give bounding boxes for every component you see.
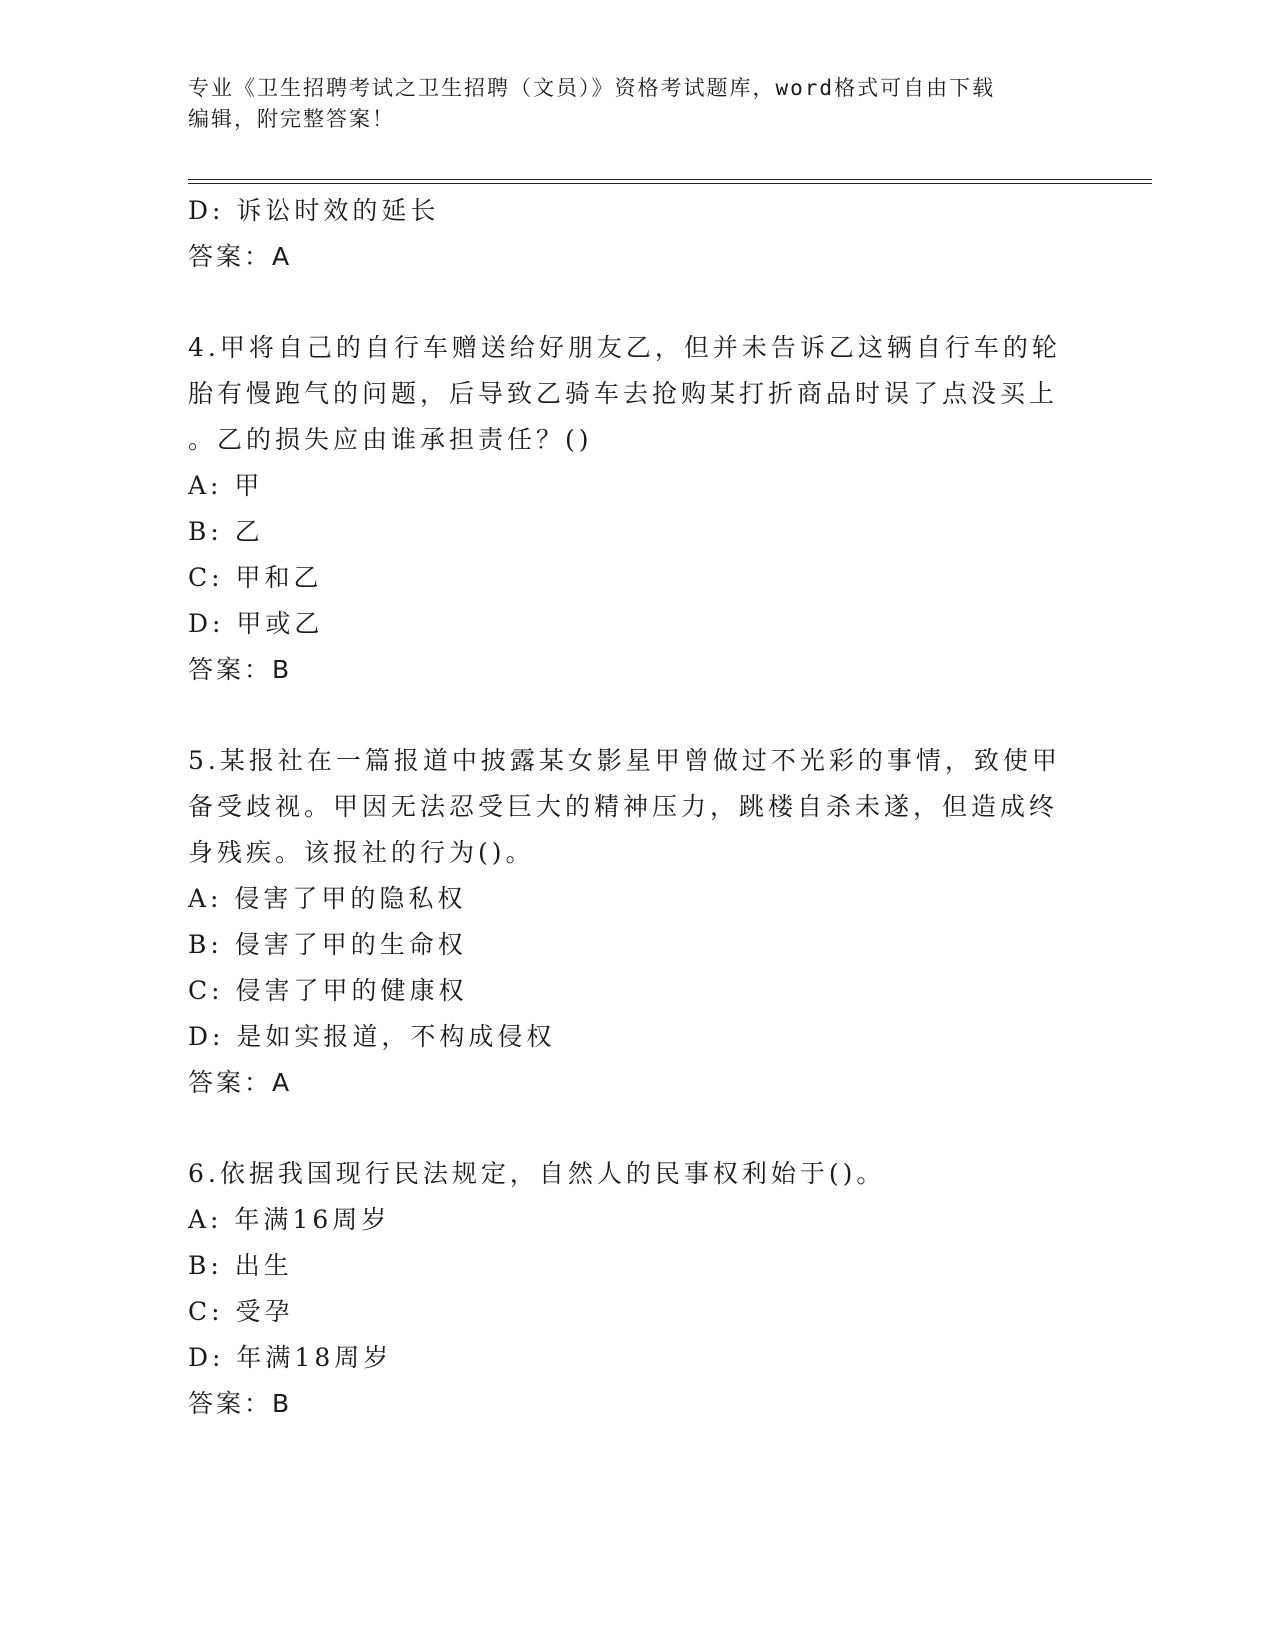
header-divider-top — [188, 179, 1152, 180]
header-line-2: 编辑，附完整答案！ — [188, 107, 395, 131]
option-d: D: 诉讼时效的延长 — [188, 196, 440, 225]
question-text-line: 备受歧视。甲因无法忍受巨大的精神压力，跳楼自杀未遂，但造成终 — [188, 792, 1059, 821]
option-b: B: 乙 — [188, 517, 264, 546]
answer-line: 答案：A — [188, 242, 293, 271]
option-c: C: 甲和乙 — [188, 563, 323, 592]
option-a: A: 侵害了甲的隐私权 — [188, 884, 467, 913]
option-b: B: 出生 — [188, 1251, 293, 1280]
header-divider-bottom — [188, 183, 1152, 184]
option-d: D: 是如实报道，不构成侵权 — [188, 1022, 556, 1051]
document-header — [188, 73, 1068, 135]
question-text-line: 6.依据我国现行民法规定，自然人的民事权利始于()。 — [188, 1159, 886, 1188]
question-3-tail — [188, 188, 1088, 280]
option-c: C: 受孕 — [188, 1297, 294, 1326]
question-text-line: 。乙的损失应由谁承担责任？() — [188, 425, 593, 454]
option-a: A: 甲 — [188, 471, 264, 500]
option-d: D: 甲或乙 — [188, 609, 324, 638]
question-5 — [188, 738, 1088, 1106]
question-text-line: 身残疾。该报社的行为()。 — [188, 838, 535, 867]
option-d: D: 年满18周岁 — [188, 1343, 393, 1372]
answer-line: 答案：A — [188, 1068, 293, 1097]
option-a: A: 年满16周岁 — [188, 1205, 391, 1234]
question-4 — [188, 325, 1088, 693]
option-c: C: 侵害了甲的健康权 — [188, 976, 468, 1005]
header-line-1: 专业《卫生招聘考试之卫生招聘（文员）》资格考试题库，word格式可自由下载 — [188, 76, 996, 100]
answer-line: 答案：B — [188, 1389, 293, 1418]
question-text-line: 4.甲将自己的自行车赠送给好朋友乙，但并未告诉乙这辆自行车的轮 — [188, 333, 1061, 362]
answer-line: 答案：B — [188, 655, 293, 684]
option-b: B: 侵害了甲的生命权 — [188, 930, 467, 959]
document-body — [188, 188, 1088, 1427]
question-6 — [188, 1151, 1088, 1427]
question-text-line: 胎有慢跑气的问题，后导致乙骑车去抢购某打折商品时误了点没买上 — [188, 379, 1059, 408]
question-text-line: 5.某报社在一篇报道中披露某女影星甲曾做过不光彩的事情，致使甲 — [188, 746, 1061, 775]
